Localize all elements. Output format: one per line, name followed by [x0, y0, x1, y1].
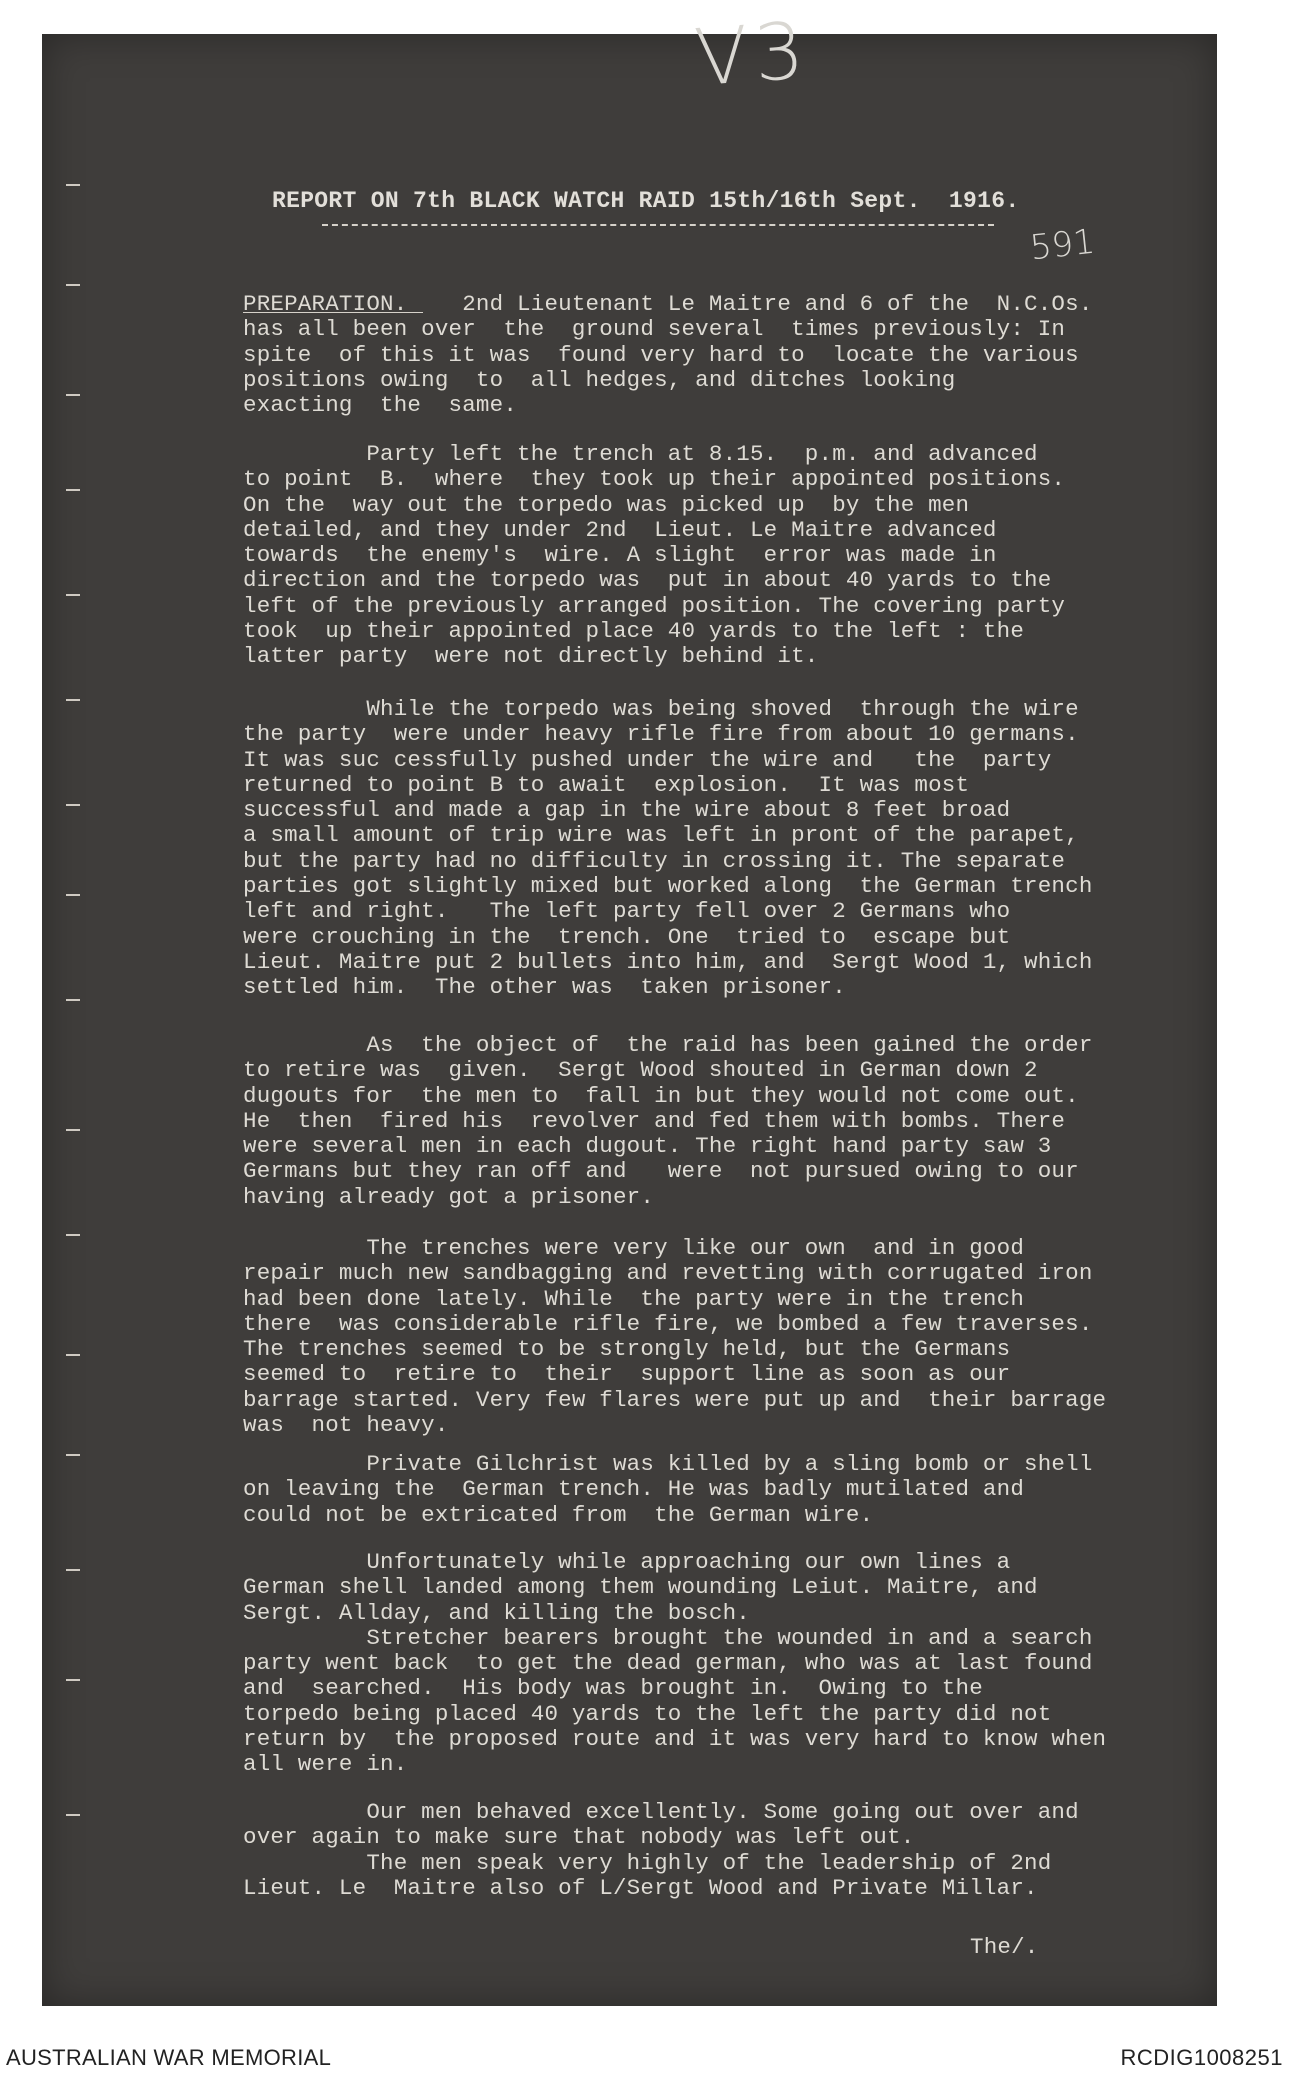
- report-line: could not be extricated from the German wire.: [243, 1501, 874, 1528]
- report-line: there was considerable rifle fire, we bombed a few traverses.: [243, 1310, 1093, 1337]
- report-line: dugouts for the men to fall in but they would not come out.: [243, 1082, 1079, 1109]
- archive-credit: AUSTRALIAN WAR MEMORIAL: [6, 2045, 332, 2070]
- archive-id: RCDIG1008251: [1120, 2045, 1283, 2070]
- report-line: detailed, and they under 2nd Lieut. Le Maitre advanced: [243, 516, 997, 543]
- report-paragraph: [243, 1033, 1223, 1210]
- report-line: Unfortunately while approaching our own lines a: [243, 1549, 1011, 1575]
- report-line: a small amount of trip wire was left in pront of the parapet,: [243, 822, 1079, 849]
- report-line: positions owing to all hedges, and ditches looking: [243, 366, 956, 393]
- report-line: repair much new sandbagging and revetting with corrugated iron: [243, 1260, 1093, 1287]
- margin-tick: [66, 1354, 80, 1356]
- report-line: Lieut. Le Maitre also of L/Sergt Wood and Private Millar.: [243, 1874, 1038, 1901]
- report-paragraph: [243, 292, 1223, 418]
- report-title: REPORT ON 7th BLACK WATCH RAID 15th/16th Sept. 1916.: [272, 188, 1020, 214]
- handwritten-page-number: 591: [1028, 221, 1097, 269]
- report-line: having already got a prisoner.: [243, 1183, 655, 1210]
- report-line: Sergt. Allday, and killing the bosch.: [243, 1599, 750, 1626]
- report-line: over again to make sure that nobody was left out.: [243, 1824, 915, 1851]
- report-line: left and right. The left party fell over 2 Germans who: [243, 898, 1011, 925]
- report-line: successful and made a gap in the wire about 8 feet broad: [243, 797, 1011, 824]
- report-line: It was suc cessfully pushed under the wire and the party: [243, 746, 1052, 773]
- report-line: As the object of the raid has been gained the order: [243, 1032, 1093, 1058]
- report-line: Our men behaved excellently. Some going out over and: [243, 1799, 1079, 1825]
- report-line: and searched. His body was brought in. Owing to the: [243, 1675, 983, 1702]
- margin-tick: [66, 594, 80, 596]
- report-paragraph: [243, 1452, 1223, 1528]
- report-line: Lieut. Maitre put 2 bullets into him, and Sergt Wood 1, which: [243, 948, 1093, 975]
- report-line: spite of this it was found very hard to locate the various: [243, 341, 1079, 368]
- report-line: Party left the trench at 8.15. p.m. and advanced: [243, 441, 1038, 467]
- report-paragraph: [243, 697, 1223, 1001]
- handwritten-mark: V3: [692, 6, 813, 104]
- report-line: The men speak very highly of the leadership of 2nd: [243, 1849, 1052, 1876]
- report-line: to retire was given. Sergt Wood shouted in German down 2: [243, 1057, 1038, 1084]
- report-paragraph: [243, 1800, 1223, 1901]
- report-paragraph: [243, 1550, 1223, 1778]
- report-line: were crouching in the trench. One tried to escape but: [243, 923, 1011, 950]
- margin-tick: [66, 1814, 80, 1816]
- report-line: settled him. The other was taken prisoner.: [243, 974, 846, 1001]
- report-line: direction and the torpedo was put in about 40 yards to the: [243, 567, 1052, 594]
- report-line: were several men in each dugout. The right hand party saw 3: [243, 1133, 1052, 1160]
- report-line: all were in.: [243, 1751, 408, 1778]
- report-paragraph: [243, 1236, 1223, 1438]
- report-line: On the way out the torpedo was picked up by the men: [243, 491, 970, 518]
- margin-tick: [66, 1234, 80, 1236]
- preparation-underline: [243, 312, 423, 313]
- report-line: The trenches seemed to be strongly held, but the Germans: [243, 1336, 1011, 1363]
- report-line: on leaving the German trench. He was badly mutilated and: [243, 1476, 1025, 1503]
- report-line: return by the proposed route and it was very hard to know when: [243, 1726, 1107, 1753]
- report-line: party went back to get the dead german, who was at last found: [243, 1650, 1093, 1677]
- margin-tick: [66, 1679, 80, 1681]
- report-line: has all been over the ground several times previously: In: [243, 316, 1066, 343]
- margin-tick: [66, 699, 80, 701]
- report-line: to point B. where they took up their appointed positions.: [243, 466, 1066, 493]
- closing-mark: The/.: [970, 1934, 1039, 1960]
- report-line: barrage started. Very few flares were put up and their barrage: [243, 1386, 1107, 1413]
- report-line: PREPARATION. 2nd Lieutenant Le Maitre and 6 of the N.C.Os.: [243, 291, 1093, 317]
- report-line: He then fired his revolver and fed them with bombs. There: [243, 1107, 1066, 1134]
- margin-tick: [66, 489, 80, 491]
- margin-tick: [66, 894, 80, 896]
- report-line: latter party were not directly behind it.: [243, 643, 819, 670]
- report-paragraph: [243, 442, 1223, 670]
- report-line: had been done lately. While the party were in the trench: [243, 1285, 1025, 1312]
- report-line: took up their appointed place 40 yards to the left : the: [243, 618, 1025, 645]
- report-line: German shell landed among them wounding Leiut. Maitre, and: [243, 1574, 1038, 1601]
- report-line: left of the previously arranged position. The covering party: [243, 592, 1066, 619]
- margin-tick: [66, 999, 80, 1001]
- report-line: torpedo being placed 40 yards to the left the party did not: [243, 1700, 1052, 1727]
- margin-tick: [66, 184, 80, 186]
- report-line: exacting the same.: [243, 392, 518, 419]
- report-line: Private Gilchrist was killed by a sling bomb or shell: [243, 1451, 1093, 1477]
- report-line: seemed to retire to their support line as soon as our: [243, 1361, 1011, 1388]
- margin-tick: [66, 1129, 80, 1131]
- margin-tick: [66, 284, 80, 286]
- report-line: Germans but they ran off and were not pursued owing to our: [243, 1158, 1079, 1185]
- report-line: towards the enemy's wire. A slight error was made in: [243, 542, 997, 569]
- report-line: The trenches were very like our own and in good: [243, 1235, 1025, 1261]
- title-underline: [322, 224, 994, 226]
- report-line: While the torpedo was being shoved through the wire: [243, 696, 1079, 722]
- report-line: but the party had no difficulty in crossing it. The separate: [243, 847, 1066, 874]
- report-line: parties got slightly mixed but worked along the German trench: [243, 873, 1093, 900]
- report-line: Stretcher bearers brought the wounded in and a search: [243, 1624, 1093, 1651]
- report-line: returned to point B to await explosion. It was most: [243, 771, 970, 798]
- margin-tick: [66, 804, 80, 806]
- margin-tick: [66, 1454, 80, 1456]
- margin-tick: [66, 394, 80, 396]
- report-line: the party were under heavy rifle fire from about 10 germans.: [243, 721, 1079, 748]
- report-line: was not heavy.: [243, 1412, 449, 1439]
- margin-tick: [66, 1569, 80, 1571]
